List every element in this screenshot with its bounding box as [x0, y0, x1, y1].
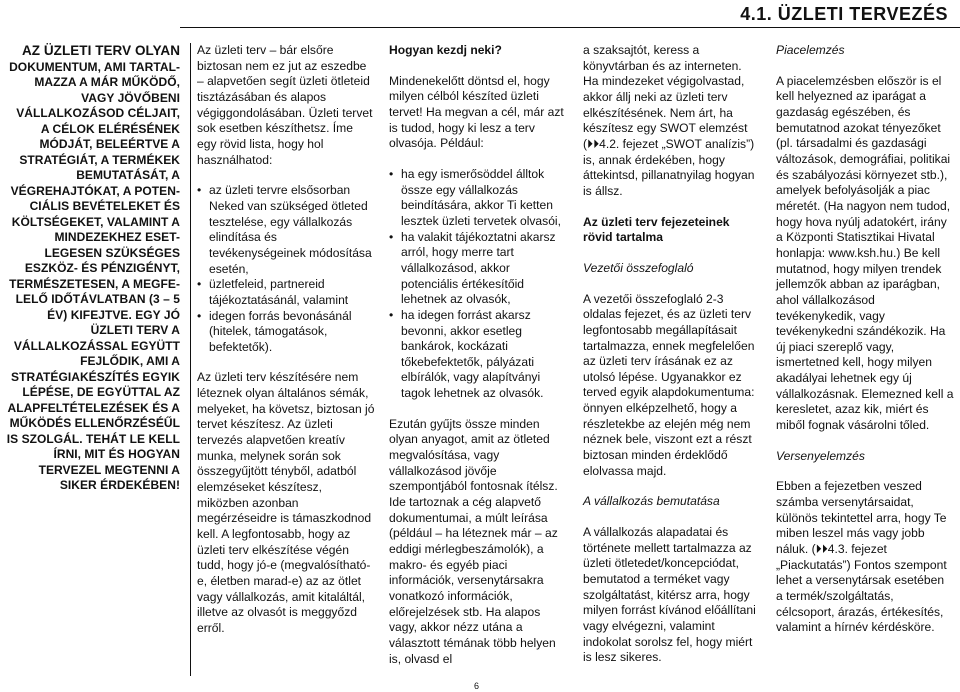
list-item: • ha egy ismerősöddel álltok össze egy vállalkozás beindítására, akkor Ti ketten lesztek üzleti tervetek olvasói,	[389, 167, 567, 230]
intro-text: DOKUMENTUM, AMI TARTAL-MAZZA A MÁR MŰKÖDŐ, VAGY JÖVŐBENI VÁLLALKOZÁSOD CÉLJAIT, A CÉLOK ELÉRÉSÉNEK MÓDJÁT, BELEÉRTVE A STRATÉGIÁT, A TERMÉKEK BEMUTATÁSÁT, A VÉGREHAJTÓKAT, A POTEN-CIÁLIS BEVÉTELEKET ÉS KÖLTSÉGEKET, VALAMINT A MINDEZEKHEZ ESET-LEGESEN SZÜKSÉGES ESZKÖZ- ÉS PÉNZIGÉNYT, TERMÉSZETESEN, A MEGFE-LELŐ IDŐTÁVLATBAN (3 – 5 ÉV) KIFEJTVE. EGY JÓ ÜZLETI TERV A VÁLLALKOZÁSSAL EGYÜTT FEJLŐDIK, AMI A STRATÉGIAKÉSZÍTÉS EGYIK LÉPÉSE, DE EGYÜTTAL AZ ALAPFELTÉTELEZÉSEK ÉS A MŰKÖDÉS ELLENŐRZÉSÉŰL IS SZOLGÁL. TEHÁT LE KELL ÍRNI, MIT ÉS HOGYAN TERVEZEL MEGTENNI A SIKER ÉRDEKÉBEN!	[6, 59, 180, 492]
subsection-heading: A vállalkozás bemutatása	[583, 494, 720, 509]
page-number: 6	[474, 681, 480, 691]
text-column-4	[776, 43, 954, 636]
list-item: • üzletfeleid, partnereid tájékoztatásánál, valamint	[197, 277, 375, 308]
paragraph: A vállalkozás alapadatai és története mellett tartalmazza az üzleti ötletedet/koncepciódat, bemutatod a terméket vagy szolgáltatást, kitérsz arra, hogy milyen forrást kívánod előállítani vagy elvégezni, valamint indokolat sorolsz fel, hogy miért is lesz sikeres.	[583, 525, 756, 665]
paragraph: A vezetői összefoglaló 2-3 oldalas fejezet, és az üzleti terv legfontosabb megállapításait tartalmazza, ennek megfelelően az üzleti terv írásának ez az utolsó lépése. Ugyanakkor ez terved egyik alapdokumentuma: önnyen elképzelhető, hogy a részletekbe az elején még nem néznek bele, viszont ezt a részt biztosan minden érdeklődő elolvassa majd.	[583, 291, 755, 478]
text-column-3	[583, 43, 759, 666]
text-column-1	[197, 43, 375, 637]
intro-lead: AZ ÜZLETI TERV OLYAN	[21, 43, 180, 58]
paragraph: a szaksajtót, keress a könyvtárban és az interneten. Ha mindezeket végigolvastad, akkor állj neki az üzleti terv elkészítésének. Nem árt, ha készítesz egy SWOT elemzést (⏵⏵4.2. fejezet „SWOT analízis”) is, annak érdekében, hogy áttekintsd, pillanatnyilag hogyan is állsz.	[583, 43, 755, 198]
text-column-2	[389, 43, 567, 667]
intro-column	[6, 43, 180, 494]
section-heading: Az üzleti terv fejezeteinek rövid tartalma	[583, 214, 730, 245]
subsection-heading: Vezetői összefoglaló	[583, 260, 694, 275]
list-item: • idegen forrás bevonásánál (hitelek, támogatások, befektetők).	[197, 309, 375, 356]
paragraph: Az üzleti terv készítésére nem léteznek olyan általános sémák, melyeket, ha követsz, biztosan jó tervet készítesz. Az üzleti tervezés alapvetően kreatív munka, melynek során sok összegyűjtött tényből, adatból elemzéseket készítesz, miközben azonban megérzéseidre is támaszkodnod kell. A legfontosabb, hogy az üzleti terv elkészítése végén tudd, hogy jó-e (megvalósítható-e, életben marad-e) az az ötlet vagy vállalkozás, amit kitaláltál, illetve az olvasót is meggyőzd erről.	[197, 370, 375, 635]
bullet-list	[197, 183, 375, 355]
chapter-title: 4.1. ÜZLETI TERVEZÉS	[740, 4, 948, 24]
header-rule	[180, 27, 960, 28]
paragraph: Az üzleti terv – bár elsőre biztosan nem ez jut az eszedbe – alapvetően segít üzleti ötleteid tisztázásában és alapos végiggondolásában. Üzleti tervet sok esetben készíthetsz. Íme egy rövid lista, hogy hol használhatod:	[197, 43, 373, 167]
subsection-heading: Piacelemzés	[776, 43, 845, 57]
paragraph: Ebben a fejezetben veszed számba versenytársaidat, különös tekintettel arra, hogy Te miben leszel más vagy jobb náluk. (⏵⏵4.3. fejezet „Piackutatás”) Fontos szempont lehet a versenytársak esetében a termék/szolgáltatás, célcsoport, árazás, értékesítés, valamint a hírnév kérdésköre.	[776, 479, 947, 635]
subsection-heading: Versenyelemzés	[776, 448, 865, 463]
paragraph: A piacelemzésben először is el kell helyezned az iparágat a gazdaság egészében, és bemutatnod azokat tényezőket (pl. társadalmi és gazdasági változások, demográfiai, politikai és szabályozási környezet stb.), amelyek befolyásolják a piac méretét. (Ha nagyon nem tudod, hogy hova nyúlj adatokért, irány a Központi Statisztikai Hivatal honlapja: www.ksh.hu.) Be kell mutatnod, hogy milyen trendek jellemzők abban az iparágban, ahol vállalkozásod tevékenykedik, vagy tevékenykedni szándékozik. Ha új piaci szereplő vagy, ismertetned kell, hogy milyen akadályai lehetnek egy új vállalkozásnak. Elemezned kell a keresletet, azaz kik, miért és miből fognak vásárolni tőled.	[776, 73, 954, 433]
column-divider	[190, 43, 191, 676]
paragraph: Ezután gyűjts össze minden olyan anyagot, amit az ötleted megvalósítása, vagy vállalkozásod jövője szempontjából fontosnak ítélsz. Ide tartoznak a cég alapvető dokumentumai, a múlt leírása (például – ha léteznek már – az eddigi mérlegbeszámolók), a makro- és egyéb piaci információk, versenytársakra vonatkozó információk, előrejelzések stb. Ha alapos vagy, akkor nézz utána a választott témának több helyen is, olvasd el	[389, 416, 558, 666]
paragraph: Mindenekelőtt döntsd el, hogy milyen célból készíted üzleti tervet! Ha megvan a cél, már azt is tudod, hogy ki lesz a terv olvasója. Például:	[389, 73, 564, 151]
bullet-list	[389, 167, 567, 402]
list-item: • ha idegen forrást akarsz bevonni, akkor esetleg bankárok, kockázati tőkebefektetők, pályázati elbírálók, vagy alapítványi tagok lehetnek az olvasók.	[389, 308, 567, 402]
list-item: • ha valakit tájékoztatni akarsz arról, hogy merre tart vállalkozásod, akkor potenciális értékesítőid lehetnek az olvasók,	[389, 230, 567, 308]
list-item: • az üzleti tervre elsősorban Neked van szükséged ötleted tesztelése, egy vállalkozás elindítása és tevékenységeinek módosítása esetén,	[197, 183, 375, 277]
section-heading: Hogyan kezdj neki?	[389, 43, 502, 57]
